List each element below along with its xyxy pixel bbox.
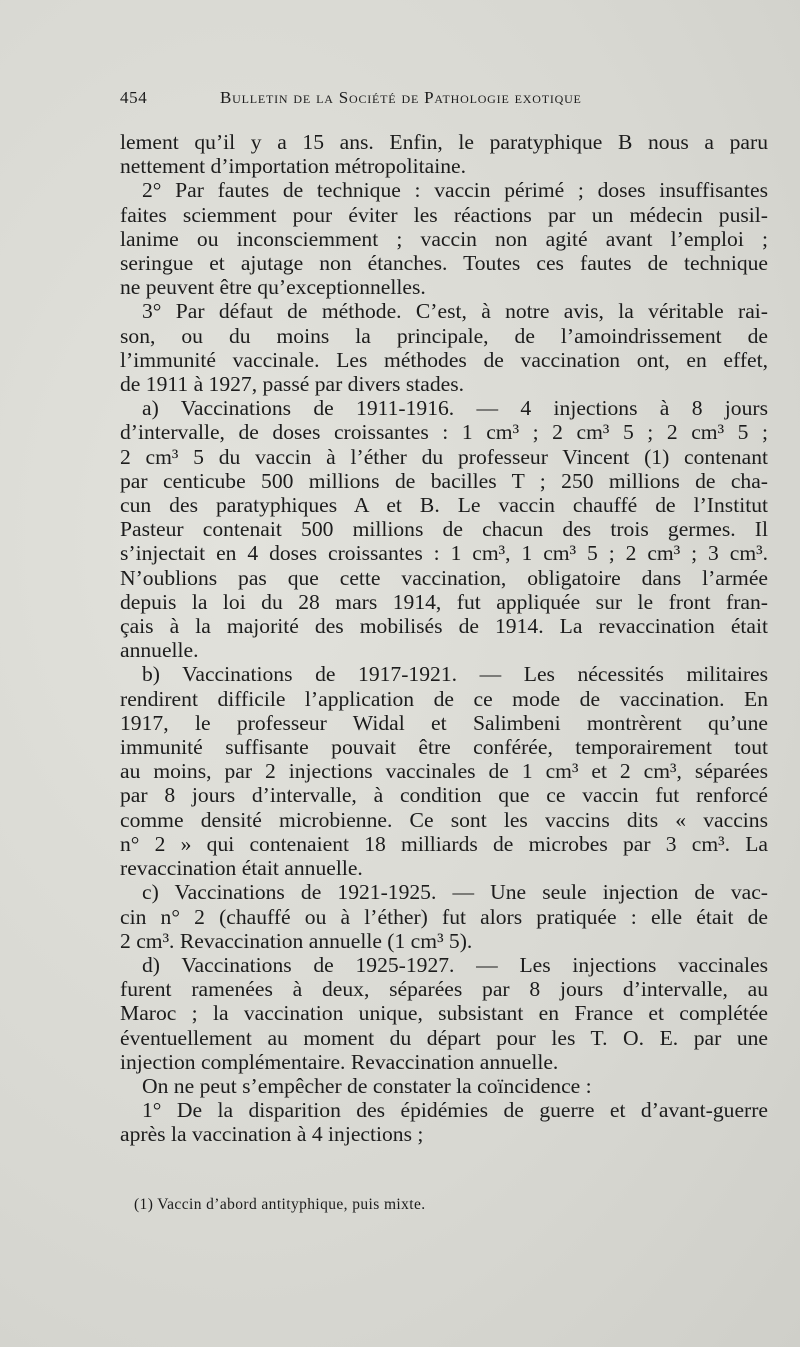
text-line: immunité suffisante pouvait être conférée, temporairement tout	[120, 735, 768, 760]
text-line: Maroc ; la vaccination unique, subsistant en France et complétée	[120, 1001, 768, 1026]
text-line: 1917, le professeur Widal et Salimbeni montrèrent qu’une	[120, 710, 768, 735]
text-line: b) Vaccinations de 1917-1921. — Les nécessités militaires	[142, 662, 768, 687]
text-line: 1° De la disparition des épidémies de guerre et d’avant-guerre	[142, 1098, 768, 1123]
text-line: çais à la majorité des mobilisés de 1914. La revaccination était	[120, 614, 768, 639]
text-line: c) Vaccinations de 1921-1925. — Une seule injection de vac-	[142, 880, 768, 905]
text-line: 3° Par défaut de méthode. C’est, à notre avis, la véritable rai-	[142, 299, 768, 324]
text-line: l’immunité vaccinale. Les méthodes de vaccination ont, en effet,	[120, 347, 768, 372]
text-line: annuelle.	[120, 638, 199, 663]
text-line: furent ramenées à deux, séparées par 8 jours d’intervalle, au	[120, 977, 768, 1002]
page-number: 454	[120, 88, 148, 107]
body-text	[120, 130, 768, 1147]
text-line: 2 cm³ 5 du vaccin à l’éther du professeur Vincent (1) contenant	[120, 444, 768, 469]
text-line: seringue et ajutage non étanches. Toutes ces fautes de technique	[120, 251, 768, 276]
text-line: cun des paratyphiques A et B. Le vaccin chauffé de l’Institut	[120, 493, 768, 518]
text-line: s’injectait en 4 doses croissantes : 1 cm³, 1 cm³ 5 ; 2 cm³ ; 3 cm³.	[120, 541, 768, 566]
text-line: d’intervalle, de doses croissantes : 1 cm³ ; 2 cm³ 5 ; 2 cm³ 5 ;	[120, 420, 768, 445]
text-line: faites sciemment pour éviter les réactions par un médecin pusil-	[120, 202, 768, 227]
running-header	[120, 88, 670, 108]
text-line: a) Vaccinations de 1911-1916. — 4 injections à 8 jours	[142, 396, 768, 421]
text-line: revaccination était annuelle.	[120, 856, 363, 881]
text-line: injection complémentaire. Revaccination annuelle.	[120, 1049, 559, 1074]
text-line: d) Vaccinations de 1925-1927. — Les injections vaccinales	[142, 952, 768, 977]
text-line: au moins, par 2 injections vaccinales de 1 cm³ et 2 cm³, séparées	[120, 759, 768, 784]
text-line: 2° Par fautes de technique : vaccin périmé ; doses insuffisantes	[142, 178, 768, 203]
text-line: lanime ou inconsciemment ; vaccin non agité avant l’emploi ;	[120, 226, 768, 251]
text-line: par centicube 500 millions de bacilles T ; 250 millions de cha-	[120, 468, 768, 493]
text-line: nettement d’importation métropolitaine.	[120, 154, 467, 179]
text-line: N’oublions pas que cette vaccination, obligatoire dans l’armée	[120, 565, 768, 590]
text-line: lement qu’il y a 15 ans. Enfin, le paratyphique B nous a paru	[120, 130, 768, 154]
text-line: Pasteur contenait 500 millions de chacun des trois germes. Il	[120, 517, 768, 542]
text-line: comme densité microbienne. Ce sont les vaccins dits « vaccins	[120, 807, 768, 832]
text-line: depuis la loi du 28 mars 1914, fut appliquée sur le front fran-	[120, 589, 768, 614]
text-line: cin n° 2 (chauffé ou à l’éther) fut alors pratiquée : elle était de	[120, 904, 768, 929]
text-line: par 8 jours d’intervalle, à condition que ce vaccin fut renforcé	[120, 783, 768, 808]
footnote: (1) Vaccin d’abord antityphique, puis mixte.	[134, 1196, 426, 1213]
text-line: On ne peut s’empêcher de constater la coïncidence :	[142, 1073, 592, 1098]
text-line: n° 2 » qui contenaient 18 milliards de microbes par 3 cm³. La	[120, 831, 768, 856]
text-line: 2 cm³. Revaccination annuelle (1 cm³ 5).	[120, 928, 473, 953]
text-line: après la vaccination à 4 injections ;	[120, 1122, 424, 1147]
running-title: Bulletin de la Société de Pathologie exotique	[220, 88, 582, 107]
text-line: de 1911 à 1927, passé par divers stades.	[120, 372, 465, 397]
text-line: rendirent difficile l’application de ce mode de vaccination. En	[120, 686, 768, 711]
text-line: son, ou du moins la principale, de l’amoindrissement de	[120, 323, 768, 348]
text-line: éventuellement au moment du départ pour les T. O. E. par une	[120, 1025, 768, 1050]
text-line: ne peuvent être qu’exceptionnelles.	[120, 275, 426, 300]
